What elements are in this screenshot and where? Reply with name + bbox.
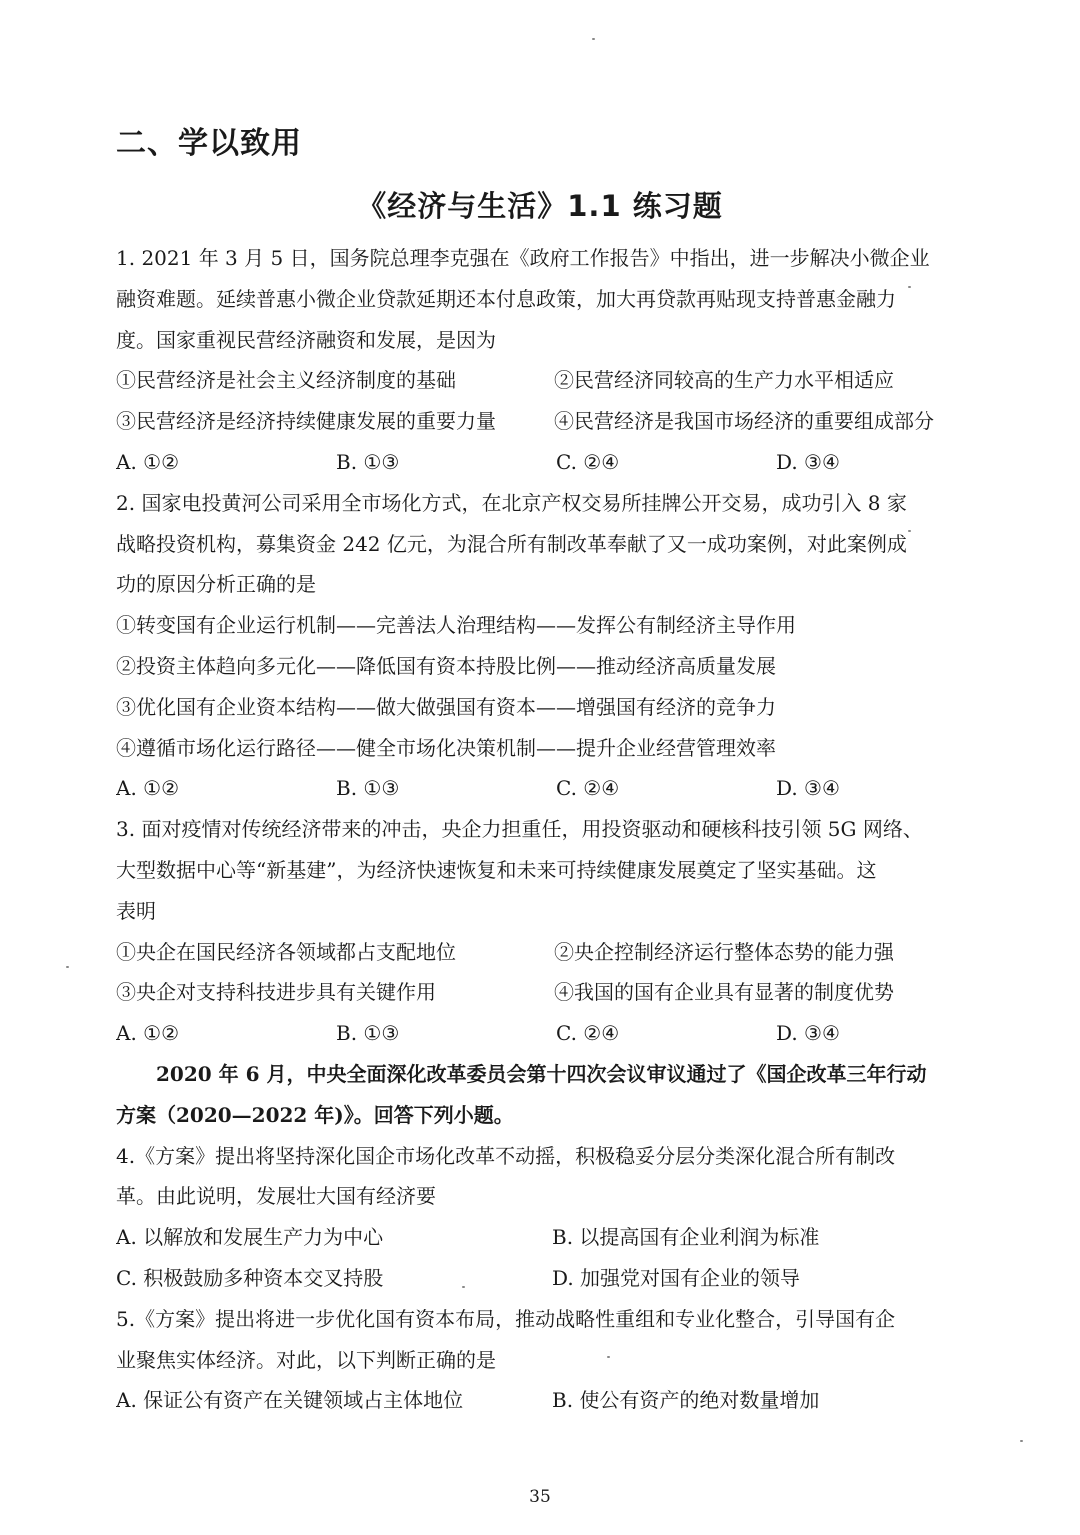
question-list	[116, 238, 996, 1421]
statement: ③央企对支持科技进步具有关键作用	[116, 980, 436, 1005]
material-intro-line: 方案（2020—2022 年)》。回答下列小题。	[116, 1102, 514, 1127]
option-b: B. 使公有资产的绝对数量增加	[552, 1388, 820, 1413]
option-a: A. 保证公有资产在关键领域占主体地位	[116, 1388, 464, 1413]
scan-speck	[592, 38, 595, 40]
question-stem-line: 业聚焦实体经济。对此，以下判断正确的是	[116, 1347, 496, 1372]
statement: ④民营经济是我国市场经济的重要组成部分	[554, 409, 934, 434]
option-b: B. ①③	[336, 776, 400, 801]
question-stem-line: 4.《方案》提出将坚持深化国企市场化改革不动摇，积极稳妥分层分类深化混合所有制改	[116, 1143, 896, 1168]
question-stem-line: 战略投资机构，募集资金 242 亿元，为混合所有制改革奉献了又一成功案例，对此案例成	[116, 531, 907, 556]
option-d: D. ③④	[776, 776, 840, 801]
option-a: A. ①②	[116, 776, 180, 801]
statement: ①民营经济是社会主义经济制度的基础	[116, 368, 456, 393]
question-stem-line: 革。由此说明，发展壮大国有经济要	[116, 1184, 436, 1209]
option-b: B. 以提高国有企业利润为标准	[552, 1225, 820, 1250]
scan-speck	[1020, 1440, 1023, 1442]
question-stem-line: 表明	[116, 898, 156, 923]
answer-options	[116, 1217, 996, 1258]
question-stem-line: 3. 面对疫情对传统经济带来的冲击，央企力担重任，用投资驱动和硬核科技引领 5G 网络、	[116, 817, 923, 842]
option-c: C. ②④	[556, 776, 620, 801]
option-a: A. 以解放和发展生产力为中心	[116, 1225, 384, 1250]
question-stem-line: 大型数据中心等“新基建”，为经济快速恢复和未来可持续健康发展奠定了坚实基础。这	[116, 857, 877, 882]
answer-options	[116, 442, 996, 483]
page-number: 35	[529, 1487, 551, 1507]
material-intro-line: 2020 年 6 月，中央全面深化改革委员会第十四次会议审议通过了《国企改革三年行动	[156, 1061, 927, 1086]
statement: ②央企控制经济运行整体态势的能力强	[554, 939, 894, 964]
option-a: A. ①②	[116, 449, 180, 474]
scan-speck	[908, 530, 911, 532]
answer-options	[116, 1013, 996, 1054]
option-d: D. ③④	[776, 1021, 840, 1046]
statement: ③民营经济是经济持续健康发展的重要力量	[116, 409, 496, 434]
option-b: B. ①③	[336, 449, 400, 474]
statement: ④我国的国有企业具有显著的制度优势	[554, 980, 894, 1005]
statement: ①转变国有企业运行机制——完善法人治理结构——发挥公有制经济主导作用	[116, 613, 796, 638]
statement-row	[116, 932, 996, 973]
scan-speck	[462, 1286, 465, 1288]
statement-row	[116, 972, 996, 1013]
material-intro	[116, 1054, 996, 1136]
statement: ①央企在国民经济各领域都占支配地位	[116, 939, 456, 964]
question-stem-line: 1. 2021 年 3 月 5 日，国务院总理李克强在《政府工作报告》中指出，进一步解决小微企业	[116, 246, 930, 270]
option-c: C. ②④	[556, 449, 620, 474]
statement-row	[116, 360, 996, 401]
answer-options	[116, 1258, 996, 1299]
scan-speck	[607, 1356, 610, 1358]
question-stem-line: 功的原因分析正确的是	[116, 572, 316, 597]
question-2	[116, 483, 996, 809]
option-c: C. ②④	[556, 1021, 620, 1046]
statement: ②民营经济同较高的生产力水平相适应	[554, 368, 894, 393]
question-3	[116, 809, 996, 1054]
statement: ②投资主体趋向多元化——降低国有资本持股比例——推动经济高质量发展	[116, 653, 776, 678]
scan-speck	[908, 286, 911, 288]
question-4	[116, 1136, 996, 1299]
question-stem-line: 融资难题。延续普惠小微企业贷款延期还本付息政策，加大再贷款再贴现支持普惠金融力	[116, 286, 896, 311]
answer-options	[116, 768, 996, 809]
option-c: C. 积极鼓励多种资本交叉持股	[116, 1265, 384, 1290]
answer-options	[116, 1380, 996, 1421]
question-stem-line: 2. 国家电投黄河公司采用全市场化方式，在北京产权交易所挂牌公开交易，成功引入 8 家	[116, 490, 907, 515]
option-d: D. ③④	[776, 449, 840, 474]
section-heading: 二、学以致用	[116, 126, 302, 161]
question-stem-line: 度。国家重视民营经济融资和发展，是因为	[116, 327, 496, 352]
statement: ③优化国有企业资本结构——做大做强国有资本——增强国有经济的竞争力	[116, 694, 776, 719]
question-1	[116, 238, 996, 483]
scan-speck	[66, 966, 69, 968]
option-a: A. ①②	[116, 1021, 180, 1046]
statement-row	[116, 401, 996, 442]
question-5	[116, 1299, 996, 1421]
option-b: B. ①③	[336, 1021, 400, 1046]
statement: ④遵循市场化运行路径——健全市场化决策机制——提升企业经营管理效率	[116, 735, 776, 760]
question-stem-line: 5.《方案》提出将进一步优化国有资本布局，推动战略性重组和专业化整合，引导国有企	[116, 1306, 896, 1331]
option-d: D. 加强党对国有企业的领导	[552, 1265, 801, 1290]
exercise-title: 《经济与生活》1.1 练习题	[357, 189, 723, 223]
